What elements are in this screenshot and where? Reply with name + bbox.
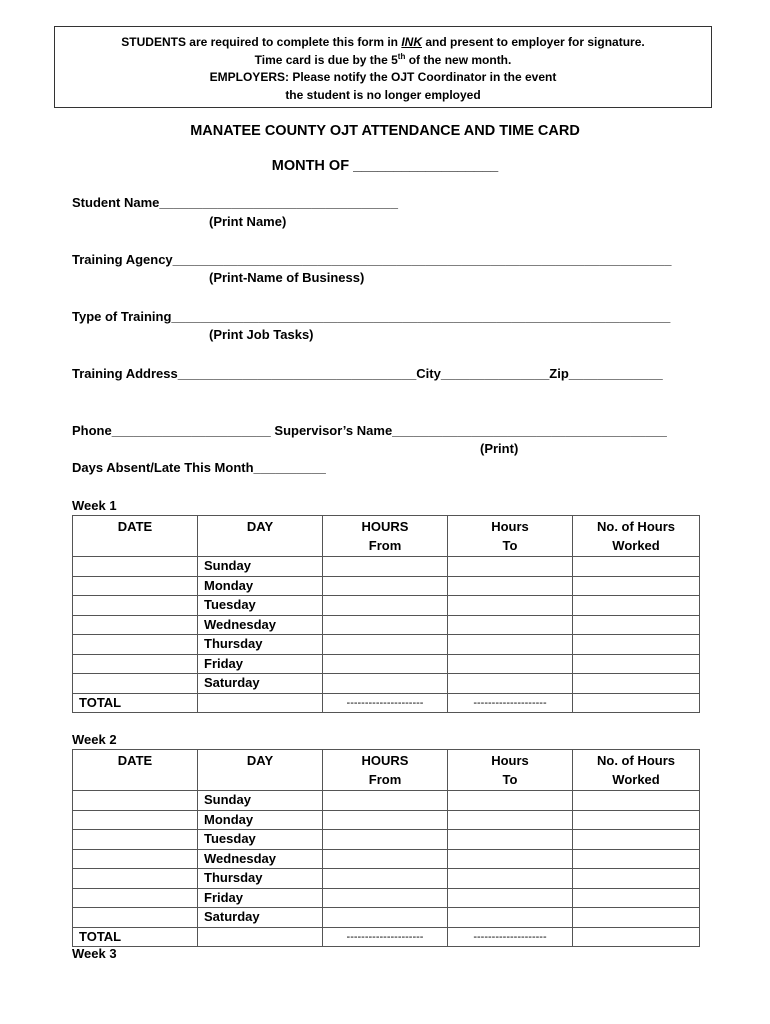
day-cell (198, 810, 323, 830)
hours-from-cell[interactable] (323, 849, 448, 869)
supervisor-hint: (Print) (480, 441, 519, 456)
day-header (198, 750, 323, 791)
hours-to-cell[interactable] (448, 849, 573, 869)
dash-placeholder: --------------------- (346, 696, 424, 709)
week-1-label: Week 1 (72, 498, 117, 513)
table-row (73, 810, 700, 830)
instruction-text: Time card is due by the 5 (254, 52, 398, 67)
total-hours-worked-cell[interactable] (573, 693, 700, 713)
header-text: Hours (491, 519, 529, 534)
hours-to-cell[interactable] (448, 674, 573, 694)
header-text: From (368, 772, 402, 787)
table-row (73, 635, 700, 655)
total-row (73, 927, 700, 947)
header-text: Hours (491, 753, 529, 768)
hours-from-cell[interactable] (323, 674, 448, 694)
type-of-training-hint: (Print Job Tasks) (209, 327, 314, 342)
dash-placeholder: --------------------- (346, 930, 424, 943)
day-cell (198, 615, 323, 635)
day-label: Friday (204, 655, 244, 671)
total-label: TOTAL (79, 694, 122, 710)
hours-from-cell[interactable] (323, 596, 448, 616)
day-cell (198, 849, 323, 869)
type-of-training-field[interactable]: Type of Training_____________________________________________________________________ (72, 309, 671, 324)
day-cell (198, 654, 323, 674)
hours-from-header (323, 516, 448, 557)
table-row (73, 596, 700, 616)
header-text: HOURS (361, 519, 409, 534)
hours-worked-cell[interactable] (573, 869, 700, 889)
instruction-line-3 (55, 69, 711, 87)
instruction-text: the student is no longer employed (285, 87, 481, 102)
week-3-label: Week 3 (72, 946, 117, 961)
hours-from-cell[interactable] (323, 576, 448, 596)
total-day-cell (198, 693, 323, 713)
hours-worked-cell[interactable] (573, 674, 700, 694)
hours-to-cell[interactable] (448, 791, 573, 811)
student-name-field[interactable]: Student Name_________________________________ (72, 195, 398, 210)
date-cell[interactable] (73, 888, 198, 908)
header-text: DAY (246, 753, 274, 768)
day-cell (198, 596, 323, 616)
date-cell[interactable] (73, 635, 198, 655)
hours-worked-cell[interactable] (573, 557, 700, 577)
instruction-line-2 (55, 52, 711, 70)
total-hours-from-cell (323, 927, 448, 947)
header-text: To (502, 772, 518, 787)
day-label: Tuesday (204, 831, 256, 846)
hours-worked-cell[interactable] (573, 830, 700, 850)
table-row (73, 674, 700, 694)
day-cell (198, 869, 323, 889)
table-row (73, 576, 700, 596)
day-cell (198, 557, 323, 577)
date-cell[interactable] (73, 810, 198, 830)
hours-to-cell[interactable] (448, 888, 573, 908)
hours-worked-cell[interactable] (573, 635, 700, 655)
day-cell (198, 635, 323, 655)
phone-supervisor-field[interactable]: Phone______________________ Supervisor’s Name______________________________________ (72, 423, 667, 438)
hours-from-cell[interactable] (323, 654, 448, 674)
total-day-cell (198, 927, 323, 947)
day-label: Monday (204, 577, 254, 593)
day-cell (198, 674, 323, 694)
day-label: Friday (204, 889, 244, 905)
date-header (73, 750, 198, 791)
table-row (73, 557, 700, 577)
instruction-text: and present to employer for signature. (422, 35, 645, 49)
ordinal-suffix: th (397, 51, 406, 61)
total-label-cell (73, 693, 198, 713)
header-text: HOURS (361, 753, 409, 768)
table-row (73, 654, 700, 674)
hours-worked-cell[interactable] (573, 810, 700, 830)
hours-from-cell[interactable] (323, 557, 448, 577)
table-row (73, 869, 700, 889)
hours-worked-cell[interactable] (573, 849, 700, 869)
date-cell[interactable] (73, 674, 198, 694)
day-label: Saturday (204, 909, 260, 924)
header-text: Worked (612, 772, 660, 787)
date-cell[interactable] (73, 654, 198, 674)
day-label: Thursday (204, 870, 263, 885)
day-label: Wednesday (204, 850, 277, 866)
header-text: From (368, 538, 402, 553)
table-row (73, 888, 700, 908)
day-label: Monday (204, 811, 254, 827)
ink-emphasis: INK (401, 35, 422, 49)
hours-from-header (323, 750, 448, 791)
total-hours-from-cell (323, 693, 448, 713)
instruction-text: STUDENTS are required to complete this form in (121, 35, 402, 49)
hours-from-cell[interactable] (323, 869, 448, 889)
week-2-table (72, 749, 700, 947)
hours-to-cell[interactable] (448, 869, 573, 889)
hours-worked-cell[interactable] (573, 888, 700, 908)
table-row (73, 791, 700, 811)
hours-worked-header (573, 516, 700, 557)
day-cell (198, 830, 323, 850)
day-cell (198, 908, 323, 928)
total-label: TOTAL (79, 928, 122, 944)
total-hours-to-cell (448, 693, 573, 713)
date-cell[interactable] (73, 869, 198, 889)
total-label-cell (73, 927, 198, 947)
hours-from-cell[interactable] (323, 810, 448, 830)
day-label: Thursday (204, 636, 263, 651)
hours-to-cell[interactable] (448, 830, 573, 850)
header-text: No. of Hours (597, 519, 675, 534)
header-text: DATE (117, 753, 153, 768)
hours-to-cell[interactable] (448, 557, 573, 577)
week-1-table (72, 515, 700, 713)
training-agency-hint: (Print-Name of Business) (209, 270, 365, 285)
table-row (73, 849, 700, 869)
instruction-text: of the new month. (405, 52, 512, 67)
hours-worked-cell[interactable] (573, 615, 700, 635)
dash-placeholder: -------------------- (473, 930, 547, 943)
instructions-box (54, 26, 712, 108)
table-row (73, 615, 700, 635)
day-cell (198, 888, 323, 908)
instruction-line-4 (55, 87, 711, 105)
date-cell[interactable] (73, 830, 198, 850)
dash-placeholder: -------------------- (473, 696, 547, 709)
header-text: DATE (117, 519, 153, 534)
training-agency-field[interactable]: Training Agency_____________________________________________________________________ (72, 252, 672, 267)
hours-from-cell[interactable] (323, 908, 448, 928)
date-cell[interactable] (73, 791, 198, 811)
day-cell (198, 791, 323, 811)
day-label: Wednesday (204, 616, 277, 632)
month-field[interactable]: MONTH OF __________________ (271, 158, 499, 174)
total-row (73, 693, 700, 713)
date-cell[interactable] (73, 908, 198, 928)
days-absent-field[interactable]: Days Absent/Late This Month__________ (72, 460, 326, 475)
hours-from-cell[interactable] (323, 830, 448, 850)
hours-worked-cell[interactable] (573, 908, 700, 928)
hours-from-cell[interactable] (323, 888, 448, 908)
hours-from-cell[interactable] (323, 635, 448, 655)
instruction-text: EMPLOYERS: Please notify the OJT Coordinator in the event (209, 70, 557, 84)
hours-to-header (448, 750, 573, 791)
header-text: DAY (246, 519, 274, 534)
hours-worked-cell[interactable] (573, 596, 700, 616)
hours-worked-cell[interactable] (573, 576, 700, 596)
header-row (73, 750, 700, 791)
instruction-line-1 (55, 34, 711, 52)
student-name-hint: (Print Name) (209, 214, 287, 229)
form-title: MANATEE COUNTY OJT ATTENDANCE AND TIME CARD (190, 123, 580, 139)
hours-to-cell[interactable] (448, 654, 573, 674)
total-hours-worked-cell[interactable] (573, 927, 700, 947)
day-header (198, 516, 323, 557)
total-hours-to-cell (448, 927, 573, 947)
date-cell[interactable] (73, 557, 198, 577)
date-cell[interactable] (73, 615, 198, 635)
date-cell[interactable] (73, 596, 198, 616)
hours-to-cell[interactable] (448, 615, 573, 635)
header-text: To (502, 538, 518, 553)
day-label: Sunday (204, 558, 251, 573)
header-text: Worked (612, 538, 660, 553)
hours-from-cell[interactable] (323, 615, 448, 635)
table-row (73, 830, 700, 850)
day-label: Tuesday (204, 597, 256, 612)
hours-to-cell[interactable] (448, 810, 573, 830)
day-label: Saturday (204, 675, 260, 690)
header-row (73, 516, 700, 557)
hours-from-cell[interactable] (323, 791, 448, 811)
hours-worked-cell[interactable] (573, 791, 700, 811)
hours-to-cell[interactable] (448, 576, 573, 596)
hours-to-cell[interactable] (448, 635, 573, 655)
day-label: Sunday (204, 792, 251, 807)
day-cell (198, 576, 323, 596)
hours-to-header (448, 516, 573, 557)
hours-to-cell[interactable] (448, 908, 573, 928)
date-cell[interactable] (73, 849, 198, 869)
date-cell[interactable] (73, 576, 198, 596)
hours-to-cell[interactable] (448, 596, 573, 616)
training-address-field[interactable]: Training Address_________________________________City_______________Zip_____________ (72, 366, 663, 381)
week-2-label: Week 2 (72, 732, 117, 747)
header-text: No. of Hours (597, 753, 675, 768)
table-row (73, 908, 700, 928)
hours-worked-cell[interactable] (573, 654, 700, 674)
hours-worked-header (573, 750, 700, 791)
date-header (73, 516, 198, 557)
